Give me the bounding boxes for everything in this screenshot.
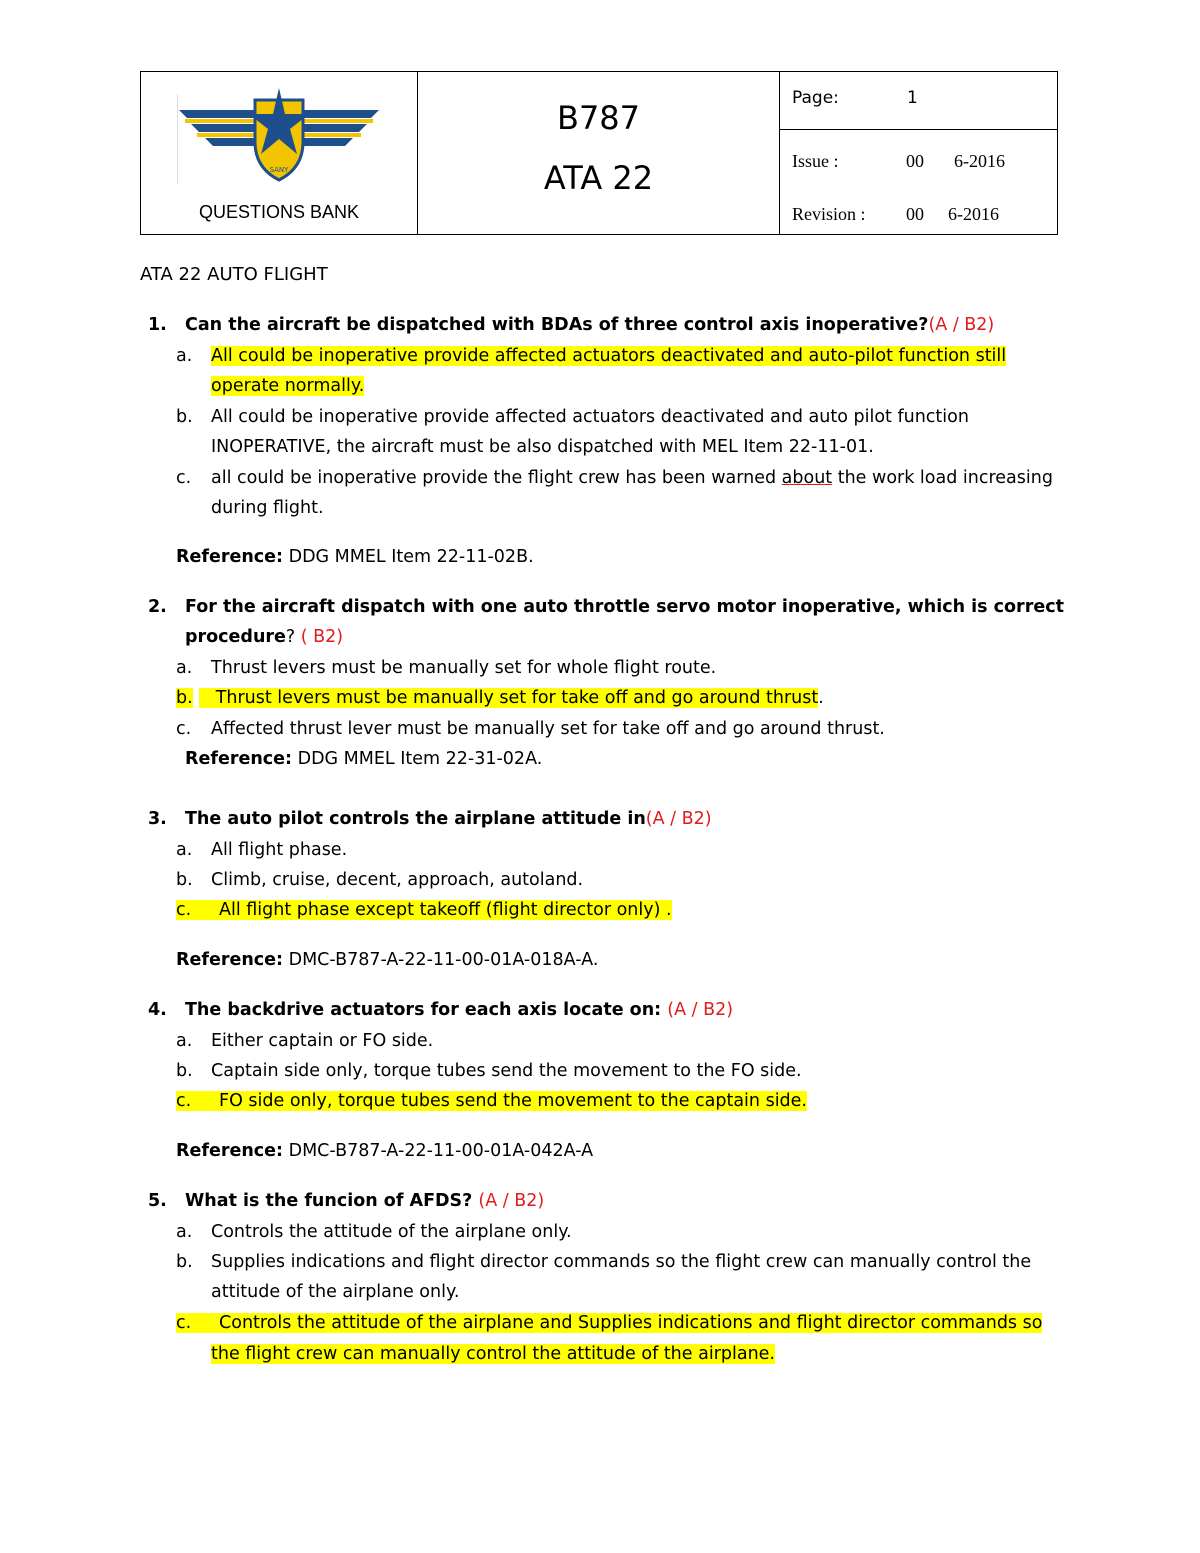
- header-logo-cell: [141, 72, 418, 234]
- reference: Reference: DMC-B787-A-22-11-00-01A-018A-A.: [176, 950, 599, 970]
- question-3-text: The auto pilot controls the airplane attitude in(A / B2): [185, 809, 712, 829]
- question-4-number: 4.: [148, 1000, 167, 1020]
- section-title: ATA 22 AUTO FLIGHT: [140, 264, 328, 285]
- option-text: Climb, cruise, decent, approach, autoland.: [211, 870, 584, 890]
- question-1-tag: (A / B2): [928, 315, 995, 335]
- reference: Reference: DDG MMEL Item 22-11-02B.: [176, 547, 534, 567]
- option-text-cont: during flight.: [211, 498, 324, 518]
- option-letter-correct: b.: [176, 688, 193, 708]
- question-1-text: Can the aircraft be dispatched with BDAs of three control axis inoperative?(A / B2): [185, 315, 995, 335]
- option-text: Affected thrust lever must be manually set for take off and go around thrust.: [211, 719, 885, 739]
- page-label: Page:: [792, 88, 839, 108]
- option-letter: b.: [176, 1252, 193, 1272]
- option-letter: a.: [176, 658, 193, 678]
- option-text-cont: INOPERATIVE, the aircraft must be also dispatched with MEL Item 22-11-01.: [211, 437, 874, 457]
- reference: Reference: DDG MMEL Item 22-31-02A.: [185, 749, 543, 769]
- page-number: 1: [907, 88, 918, 108]
- question-2-number: 2.: [148, 597, 167, 617]
- option-correct-cont: the flight crew can manually control the attitude of the airplane.: [211, 1344, 775, 1364]
- option-correct: c. FO side only, torque tubes send the movement to the captain side.: [176, 1091, 807, 1111]
- option-letter: b.: [176, 407, 193, 427]
- question-4-text: The backdrive actuators for each axis locate on: (A / B2): [185, 1000, 734, 1020]
- issue-date: 6-2016: [954, 151, 1005, 171]
- question-2-text-cont: procedure? ( B2): [185, 627, 344, 647]
- question-2-tag: ( B2): [300, 627, 344, 647]
- page-row: [780, 72, 1057, 130]
- question-2-text: For the aircraft dispatch with one auto throttle servo motor inoperative, which is correct: [185, 597, 1064, 617]
- option-text: All could be inoperative provide affected actuators deactivated and auto pilot function: [211, 407, 969, 427]
- question-5-tag: (A / B2): [478, 1191, 545, 1211]
- option-letter: a.: [176, 1031, 193, 1051]
- airline-logo-icon: [177, 84, 381, 184]
- header-table: [140, 71, 1058, 235]
- issue-label: Issue :: [792, 151, 839, 171]
- option-letter: c.: [176, 719, 192, 739]
- option-text: Thrust levers must be manually set for whole flight route.: [211, 658, 717, 678]
- question-4-tag: (A / B2): [667, 1000, 734, 1020]
- questions-bank-label: QUESTIONS BANK: [198, 202, 360, 222]
- aircraft-model: B787: [556, 99, 641, 137]
- option-letter: a.: [176, 346, 193, 366]
- option-letter: c.: [176, 468, 192, 488]
- option-correct: c. Controls the attitude of the airplane and Supplies indications and flight director commands so: [176, 1313, 1043, 1333]
- reference: Reference: DMC-B787-A-22-11-00-01A-042A-A: [176, 1141, 594, 1161]
- option-text-correct-cont: operate normally.: [211, 376, 365, 396]
- option-text: Either captain or FO side.: [211, 1031, 434, 1051]
- revision-date: 6-2016: [948, 204, 999, 224]
- svg-text:SANY: SANY: [269, 166, 289, 174]
- option-letter: b.: [176, 870, 193, 890]
- header-title-cell: [418, 72, 780, 234]
- option-letter: a.: [176, 1222, 193, 1242]
- question-5-text: What is the funcion of AFDS? (A / B2): [185, 1191, 545, 1211]
- header-info-cell: [780, 72, 1057, 234]
- revision-number: 00: [906, 204, 924, 224]
- option-text: all could be inoperative provide the flight crew has been warned about the work load increasing: [211, 468, 1053, 488]
- option-text-cont: attitude of the airplane only.: [211, 1282, 460, 1302]
- option-text: Captain side only, torque tubes send the movement to the FO side.: [211, 1061, 802, 1081]
- question-3-tag: (A / B2): [645, 809, 712, 829]
- option-text: All flight phase.: [211, 840, 348, 860]
- option-text-correct: Thrust levers must be manually set for take off and go around thrust.: [199, 686, 824, 710]
- issue-number: 00: [906, 151, 924, 171]
- option-letter: b.: [176, 1061, 193, 1081]
- question-5-number: 5.: [148, 1191, 167, 1211]
- option-correct: c. All flight phase except takeoff (flight director only) .: [176, 900, 672, 920]
- option-text: Supplies indications and flight director commands so the flight crew can manually control the: [211, 1252, 1032, 1272]
- revision-label: Revision :: [792, 204, 866, 224]
- ata-chapter: ATA 22: [543, 159, 654, 197]
- question-1-number: 1.: [148, 315, 167, 335]
- question-3-number: 3.: [148, 809, 167, 829]
- option-text-correct: All could be inoperative provide affected actuators deactivated and auto-pilot function still: [211, 346, 1007, 366]
- option-letter: a.: [176, 840, 193, 860]
- option-text: Controls the attitude of the airplane only.: [211, 1222, 572, 1242]
